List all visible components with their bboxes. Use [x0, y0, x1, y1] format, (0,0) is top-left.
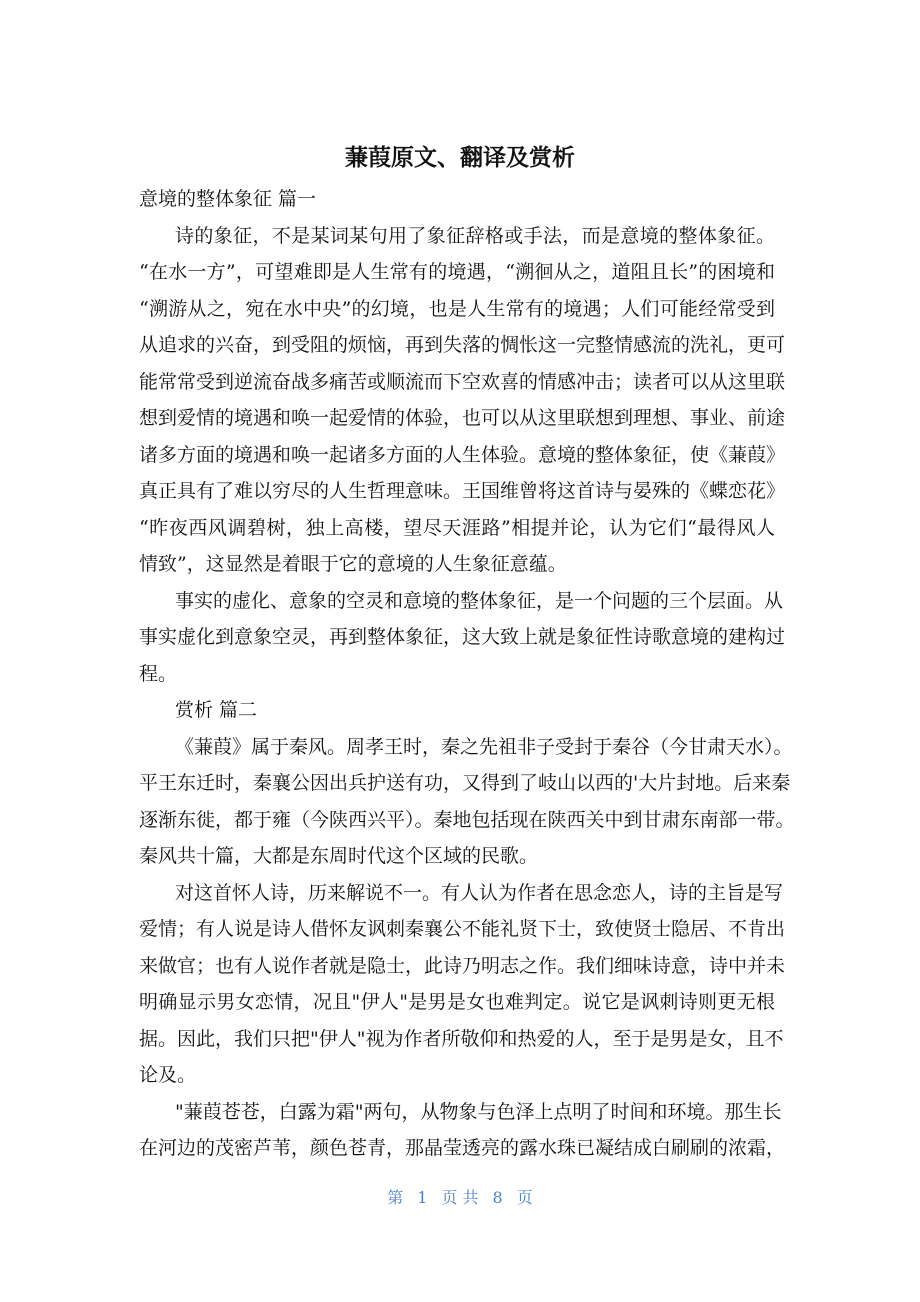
text-line: 情致”，这显然是着眼于它的意境的人生象征意蕴。 — [139, 553, 567, 575]
paragraph — [139, 692, 775, 729]
footer-prefix: 第 — [387, 1188, 404, 1207]
page-footer — [0, 1185, 920, 1208]
text-line: 想到爱情的境遇和唤一起爱情的体验，也可以从这里联想到理想、事业、前途 — [139, 407, 786, 429]
footer-middle: 页 共 — [441, 1188, 479, 1207]
text-line: 赏析 篇二 — [175, 699, 258, 721]
footer-suffix: 页 — [516, 1188, 533, 1207]
text-line: 逐渐东徙，都于雍（今陕西兴平）。秦地包括现在陕西关中到甘肃东南部一带。 — [139, 808, 795, 831]
text-line: 意境的整体象征 篇一 — [139, 188, 317, 210]
paragraph — [139, 583, 786, 693]
text-line: “昨夜西风调碧树，独上高楼，望尽天涯路”相提并论，认为它们“最得风人 — [139, 516, 775, 539]
text-line: 《蒹葭》属于秦风。周孝王时，秦之先祖非子受封于秦谷（今甘肃天水）。 — [175, 735, 793, 758]
text-line: 能常常受到逆流奋战多痛苦或顺流而下空欢喜的情感冲击；读者可以从这里联 — [139, 370, 786, 393]
document-title: 蒹葭原文、翻译及赏析 — [345, 145, 575, 171]
text-line: 真正具有了难以穷尽的人生哲理意味。王国维曾将这首诗与晏殊的《蝶恋花》 — [139, 480, 786, 502]
text-line: 秦风共十篇，大都是东周时代这个区域的民歌。 — [139, 845, 539, 867]
text-line: 据。因此，我们只把"伊人"视为作者所敬仰和热爱的人，至于是男是女，且不 — [139, 1027, 784, 1050]
text-line: 明确显示男女恋情，况且"伊人"是男是女也难判定。说它是讽刺诗则更无根 — [139, 991, 775, 1013]
text-line: 爱情；有人说是诗人借怀友讽刺秦襄公不能礼贤下士，致使贤士隐居、不肯出 — [139, 918, 786, 940]
paragraph — [139, 729, 795, 875]
text-line: 论及。 — [139, 1064, 197, 1086]
document-body — [139, 181, 795, 1167]
text-line: 诗的象征，不是某词某句用了象征辞格或手法，而是意境的整体象征。 — [175, 224, 775, 247]
total-pages: 8 — [492, 1188, 503, 1207]
text-line: 对这首怀人诗，历来解说不一。有人认为作者在思念恋人，诗的主旨是写 — [175, 881, 784, 904]
text-line: 事实的虚化、意象的空灵和意境的整体象征，是一个问题的三个层面。从 — [175, 589, 784, 612]
paragraph — [139, 875, 786, 1094]
text-line: “溯游从之，宛在水中央”的幻境，也是人生常有的境遇；人们可能经常受到 — [139, 297, 775, 320]
paragraph — [139, 181, 775, 218]
text-line: "蒹葭苍苍，白露为霜"两句，从物象与色泽上点明了时间和环境。那生长 — [175, 1100, 782, 1123]
text-line: “在水一方”，可望难即是人生常有的境遇，“溯徊从之，道阻且长”的困境和 — [139, 261, 775, 283]
text-line: 从追求的兴奋，到受阻的烦恼，再到失落的惆怅这一完整情感流的洗礼，更可 — [139, 334, 786, 356]
current-page-number: 1 — [417, 1188, 428, 1207]
text-line: 诸多方面的境遇和唤一起诸多方面的人生体验。意境的整体象征，使《蒹葭》 — [139, 443, 786, 466]
text-line: 平王东迁时，秦襄公因出兵护送有功，又得到了岐山以西的'大片封地。后来秦 — [139, 772, 791, 794]
paragraph — [139, 1094, 786, 1167]
text-line: 在河边的茂密芦苇，颜色苍青，那晶莹透亮的露水珠已凝结成白刷刷的浓霜， — [139, 1137, 786, 1159]
text-line: 程。 — [139, 662, 178, 685]
text-line: 来做官；也有人说作者就是隐士，此诗乃明志之作。我们细味诗意，诗中并未 — [139, 954, 786, 977]
text-line: 事实虚化到意象空灵，再到整体象征，这大致上就是象征性诗歌意境的建构过 — [139, 626, 786, 648]
paragraph — [139, 218, 786, 583]
